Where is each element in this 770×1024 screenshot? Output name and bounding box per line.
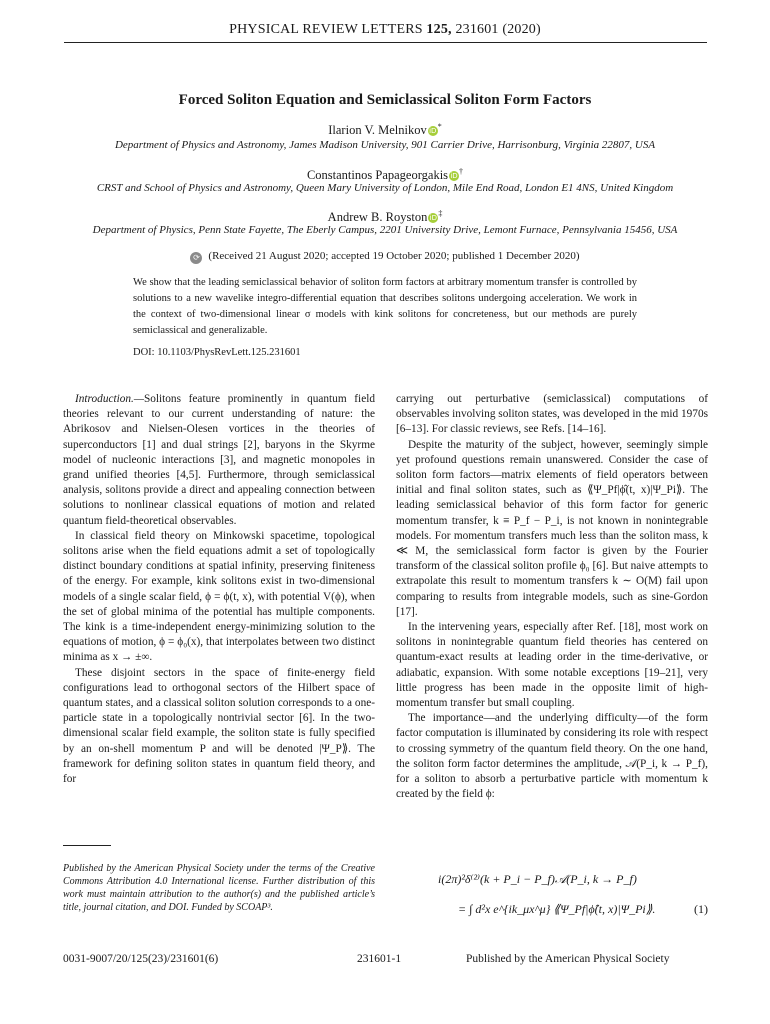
orcid-icon[interactable]: iD bbox=[429, 127, 437, 135]
page-number: 231601-1 bbox=[357, 953, 402, 965]
author-mark: † bbox=[459, 167, 464, 176]
doi-link[interactable]: DOI: 10.1103/PhysRevLett.125.231601 bbox=[133, 347, 301, 358]
section-lead: Introduction.— bbox=[75, 393, 144, 405]
journal-volume: 125, bbox=[426, 22, 452, 37]
author-3 bbox=[0, 209, 770, 225]
paragraph: The importance—and the underlying difficulty—of the form factor computation is illuminated by considering its role with respect to crossing symmetry of the quantum field theory. On the one hand, the soliton form factor determines the amplitude, 𝒜(P_i, k → P_f), for a soliton to absorb a perturbative particle with momentum k created by the field ϕ: bbox=[396, 712, 708, 801]
check-for-updates-icon[interactable]: ⟳ bbox=[190, 252, 202, 264]
running-head bbox=[0, 22, 770, 38]
affiliation-2: CRST and School of Physics and Astronomy, Queen Mary University of London, Mile End Road, London E1 4NS, United Kingdom bbox=[96, 182, 674, 194]
abstract: We show that the leading semiclassical behavior of soliton form factors at arbitrary momentum transfer is controlled by solutions to a new wavelike integro-differential equation that describes solitons undergoing acceleration. We work in the context of two-dimensional linear σ models with kink solitons for concreteness, but our methods are purely semiclassical and generalizable. bbox=[133, 277, 637, 336]
orcid-icon[interactable]: iD bbox=[429, 214, 437, 222]
journal-article-year: 231601 (2020) bbox=[455, 22, 541, 37]
paragraph: In classical field theory on Minkowski spacetime, topological solitons arise when the field equations admit a set of topologically distinct boundary conditions at spatial infinity, preserving finiteness of the energy. For example, kink solitons exist in two-dimensional models of a single scalar field, ϕ = ϕ(t, x), with potential V(ϕ), when the set of global minima of the potential has multiple components. The kink is a time-independent energy-minimizing solution to the equations of motion, ϕ = ϕ₀(x), that interpolates between two distinct minima as x → ±∞. bbox=[63, 529, 375, 664]
author-1 bbox=[0, 122, 770, 138]
footnote-rule bbox=[63, 845, 111, 846]
paragraph-text: Solitons feature prominently in quantum field theories relevant to our current understanding of nature: the Abrikosov and Nielsen-Olesen vortices in the theories of superconductors [1] and dual strings [2], baryons in the Skyrme model of nucleonic interactions [3], and magnetic monopoles in grand unified theories [4,5]. Furthermore, through semiclassical analysis, solitons provide a direct and appealing connection between solutions to nonlinear classical equations of motion and related quantum field-theoretical observables. bbox=[63, 393, 375, 527]
right-column bbox=[396, 392, 708, 802]
author-name: Constantinos Papageorgakis bbox=[306, 168, 449, 182]
author-name: Ilarion V. Melnikov bbox=[328, 123, 427, 137]
equation-line-1: i(2π)²δ⁽²⁾(k + P_i − P_f)𝒜(P_i, k → P_f) bbox=[438, 872, 637, 886]
received-dates bbox=[0, 250, 770, 264]
author-mark: * bbox=[437, 122, 442, 131]
publisher-line: Published by the American Physical Society bbox=[466, 953, 670, 965]
author-2 bbox=[0, 167, 770, 183]
paragraph: In the intervening years, especially after Ref. [18], most work on solitons in nonintegrable quantum field theories has centered on quantum-exact results at leading order in the time-derivative, or adiabatic, expansion. With some notable exceptions [19–21], very little progress has been made in the opposite limit of high-momentum transfer but small coupling. bbox=[396, 621, 708, 710]
paragraph: carrying out perturbative (semiclassical) computations of observables involving soliton states, was developed in the mid 1970s [6–13]. For classic reviews, see Refs. [14–16]. bbox=[396, 393, 708, 436]
equation-line-2 bbox=[396, 902, 708, 917]
paragraph: Despite the maturity of the subject, however, seemingly simple yet profound questions remain unanswered. Consider the case of soliton form factors—matrix elements of field operators between initial and final soliton states, such as ⟪Ψ_Pf|ϕ̂(t, x)|Ψ_Pi⟫. The leading semiclassical behavior of this form factor for generic momentum transfer, k ≡ P_f − P_i, is not known in nonintegrable models. For momentum transfers much less than the soliton mass, k ≪ M, the semiclassical form factor is given by the Fourier transform of the classical soliton profile ϕ₀ [6]. But naive attempts to extrapolate this result to momentum transfers k ∼ O(M) fail upon comparing to results from integrable models, such as sine-Gordon [17]. bbox=[396, 438, 708, 618]
affiliation-3: Department of Physics, Penn State Fayette, The Eberly Campus, 2201 University Drive, Lemont Furnace, Pennsylvania 15456, USA bbox=[92, 224, 678, 236]
orcid-icon[interactable]: iD bbox=[450, 172, 458, 180]
paper-title: Forced Soliton Equation and Semiclassical Soliton Form Factors bbox=[178, 92, 592, 108]
paragraph bbox=[63, 392, 375, 529]
affiliation-1: Department of Physics and Astronomy, James Madison University, 901 Carrier Drive, Harrisonburg, Virginia 22807, USA bbox=[114, 139, 656, 151]
received-text: (Received 21 August 2020; accepted 19 October 2020; published 1 December 2020) bbox=[208, 250, 580, 262]
journal-name: PHYSICAL REVIEW LETTERS bbox=[229, 22, 423, 37]
header-rule bbox=[64, 42, 707, 43]
license-footnote: Published by the American Physical Society under the terms of the Creative Commons Attribution 4.0 International license. Further distribution of this work must maintain attribution to the author(s) and the published article’s title, journal citation, and DOI. Funded by SCOAP³. bbox=[63, 863, 375, 913]
author-mark: ‡ bbox=[438, 209, 443, 218]
paragraph: These disjoint sectors in the space of finite-energy field configurations lead to orthogonal sectors of the Hilbert space of quantum states, and a classical soliton solution corresponds to a one-particle state in a topologically nontrivial sector [6]. In the two-dimensional scalar field example, the soliton state is fully specified by an on-shell momentum P and will be denoted |Ψ_P⟫. The framework for defining soliton states in quantum field theory, and for bbox=[63, 666, 375, 786]
equation-number: (1) bbox=[694, 902, 708, 916]
footer-code: 0031-9007/20/125(23)/231601(6) bbox=[63, 953, 219, 965]
left-column bbox=[63, 392, 375, 787]
author-name: Andrew B. Royston bbox=[327, 210, 428, 224]
equation-text: = ∫ d²x e^{ik_μx^μ} ⟪Ψ_Pf|ϕ̂(t, x)|Ψ_Pi⟫. bbox=[458, 902, 656, 916]
